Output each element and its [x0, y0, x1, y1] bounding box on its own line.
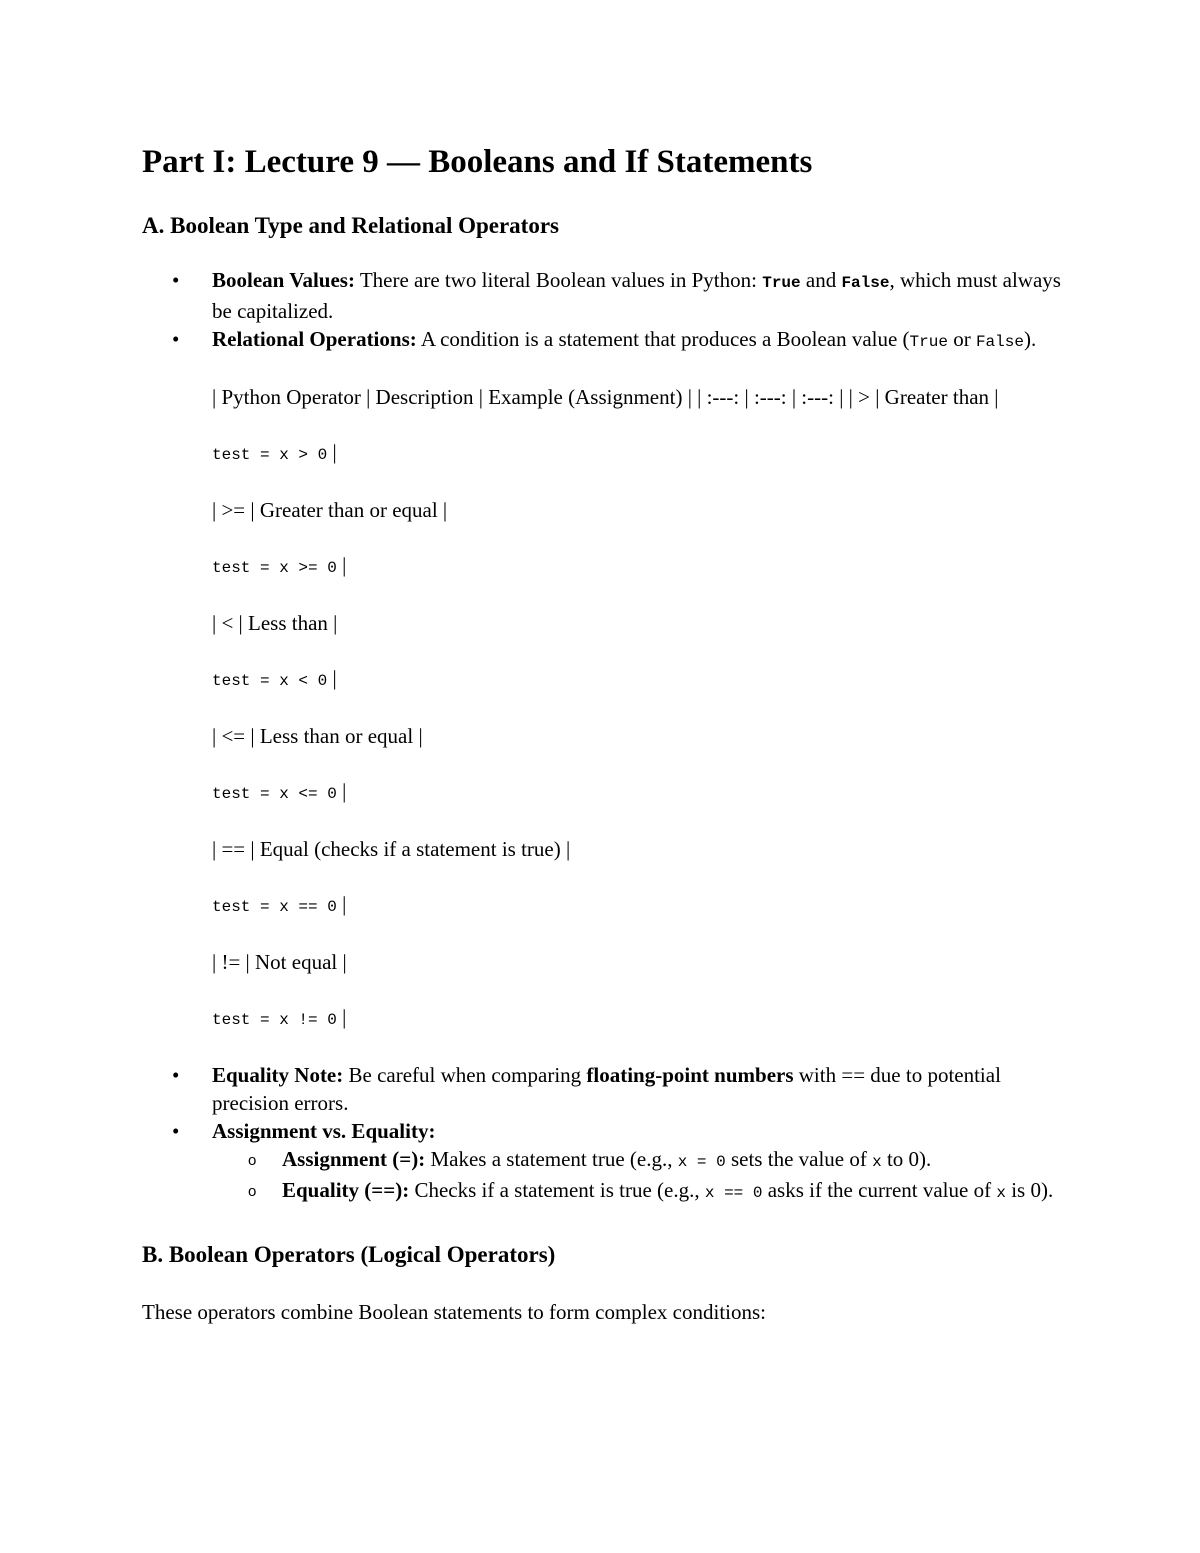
bold-term: floating-point numbers [586, 1063, 794, 1087]
table-line: | <= | Less than or equal | [212, 724, 423, 748]
table-code-line [142, 890, 1062, 921]
table-pipe: | [327, 666, 337, 690]
table-code-line [142, 438, 1062, 469]
document-content [142, 138, 1062, 1326]
table-code-line [142, 664, 1062, 695]
sub-bullet-text: Checks if a statement is true (e.g., [409, 1178, 705, 1202]
table-code-line [142, 777, 1062, 808]
bullet-label: Assignment vs. Equality: [212, 1119, 436, 1143]
bullet-text: or [947, 327, 976, 351]
code-false: False [841, 274, 890, 292]
code-variable: x [872, 1153, 882, 1171]
bullet-text: Be careful when comparing [343, 1063, 587, 1087]
bullet-label: Boolean Values: [212, 268, 355, 292]
code-example: x == 0 [704, 1184, 763, 1202]
code-example: test = x <= 0 [212, 785, 337, 803]
table-line: | >= | Greater than or equal | [212, 498, 448, 522]
table-pipe: | [336, 1005, 347, 1029]
sub-bullet-text: sets the value of [725, 1147, 873, 1171]
sub-bullet-text: is 0). [1005, 1178, 1054, 1202]
sub-bullet-label: Assignment (=): [282, 1147, 426, 1171]
section-a-bullet-list-2 [142, 1061, 1062, 1207]
section-a-heading: A. Boolean Type and Relational Operators [142, 213, 559, 238]
table-pipe: | [336, 553, 347, 577]
section-b-heading: B. Boolean Operators (Logical Operators) [142, 1242, 556, 1267]
table-line: | Python Operator | Description | Example (Assignment) | | :---: | :---: | :---: | | > | Greater than | [212, 385, 999, 409]
section-a-bullet-list [142, 266, 1062, 356]
bullet-boolean-values [142, 266, 1062, 325]
sub-bullet-list [212, 1145, 1062, 1207]
code-variable: x [996, 1184, 1006, 1202]
code-example: x = 0 [677, 1153, 726, 1171]
table-code-line [142, 1003, 1062, 1034]
page-title: Part I: Lecture 9 — Booleans and If Statements [142, 144, 813, 180]
table-pipe: | [336, 892, 347, 916]
bullet-text: There are two literal Boolean values in Python: [354, 268, 763, 292]
bullet-assignment-vs-equality [142, 1117, 1062, 1207]
sub-bullet-text: Makes a statement true (e.g., [425, 1147, 678, 1171]
bullet-text: and [800, 268, 842, 292]
code-example: test = x != 0 [212, 1011, 337, 1029]
sub-bullet-text: to 0). [881, 1147, 932, 1171]
sub-bullet-text: asks if the current value of [762, 1178, 997, 1202]
sub-bullet-equality [212, 1176, 1062, 1207]
bullet-label: Equality Note: [212, 1063, 344, 1087]
code-true: True [909, 333, 948, 351]
bullet-equality-note [142, 1061, 1062, 1117]
bullet-text: , which must always be capitalized. [212, 268, 1061, 323]
table-line: | == | Equal (checks if a statement is true) | [212, 837, 571, 861]
table-line: | < | Less than | [212, 611, 338, 635]
code-example: test = x == 0 [212, 898, 337, 916]
bullet-label: Relational Operations: [212, 327, 417, 351]
code-example: test = x > 0 [212, 446, 328, 464]
sub-bullet-label: Equality (==): [282, 1178, 410, 1202]
table-pipe: | [327, 440, 337, 464]
table-line: | != | Not equal | [212, 950, 347, 974]
bullet-text: ). [1023, 327, 1037, 351]
sub-bullet-assignment [212, 1145, 1062, 1176]
code-true: True [762, 274, 801, 292]
bullet-text: with == due to potential precision errors. [212, 1063, 1001, 1115]
bullet-relational-operations [142, 325, 1062, 356]
bullet-text: A condition is a statement that produces a Boolean value ( [416, 327, 910, 351]
section-b-intro: These operators combine Boolean statements to form complex conditions: [142, 1300, 767, 1324]
code-example: test = x >= 0 [212, 559, 337, 577]
operator-table-text [142, 383, 1062, 1034]
code-example: test = x < 0 [212, 672, 328, 690]
table-pipe: | [336, 779, 347, 803]
table-code-line [142, 551, 1062, 582]
code-false: False [975, 333, 1024, 351]
